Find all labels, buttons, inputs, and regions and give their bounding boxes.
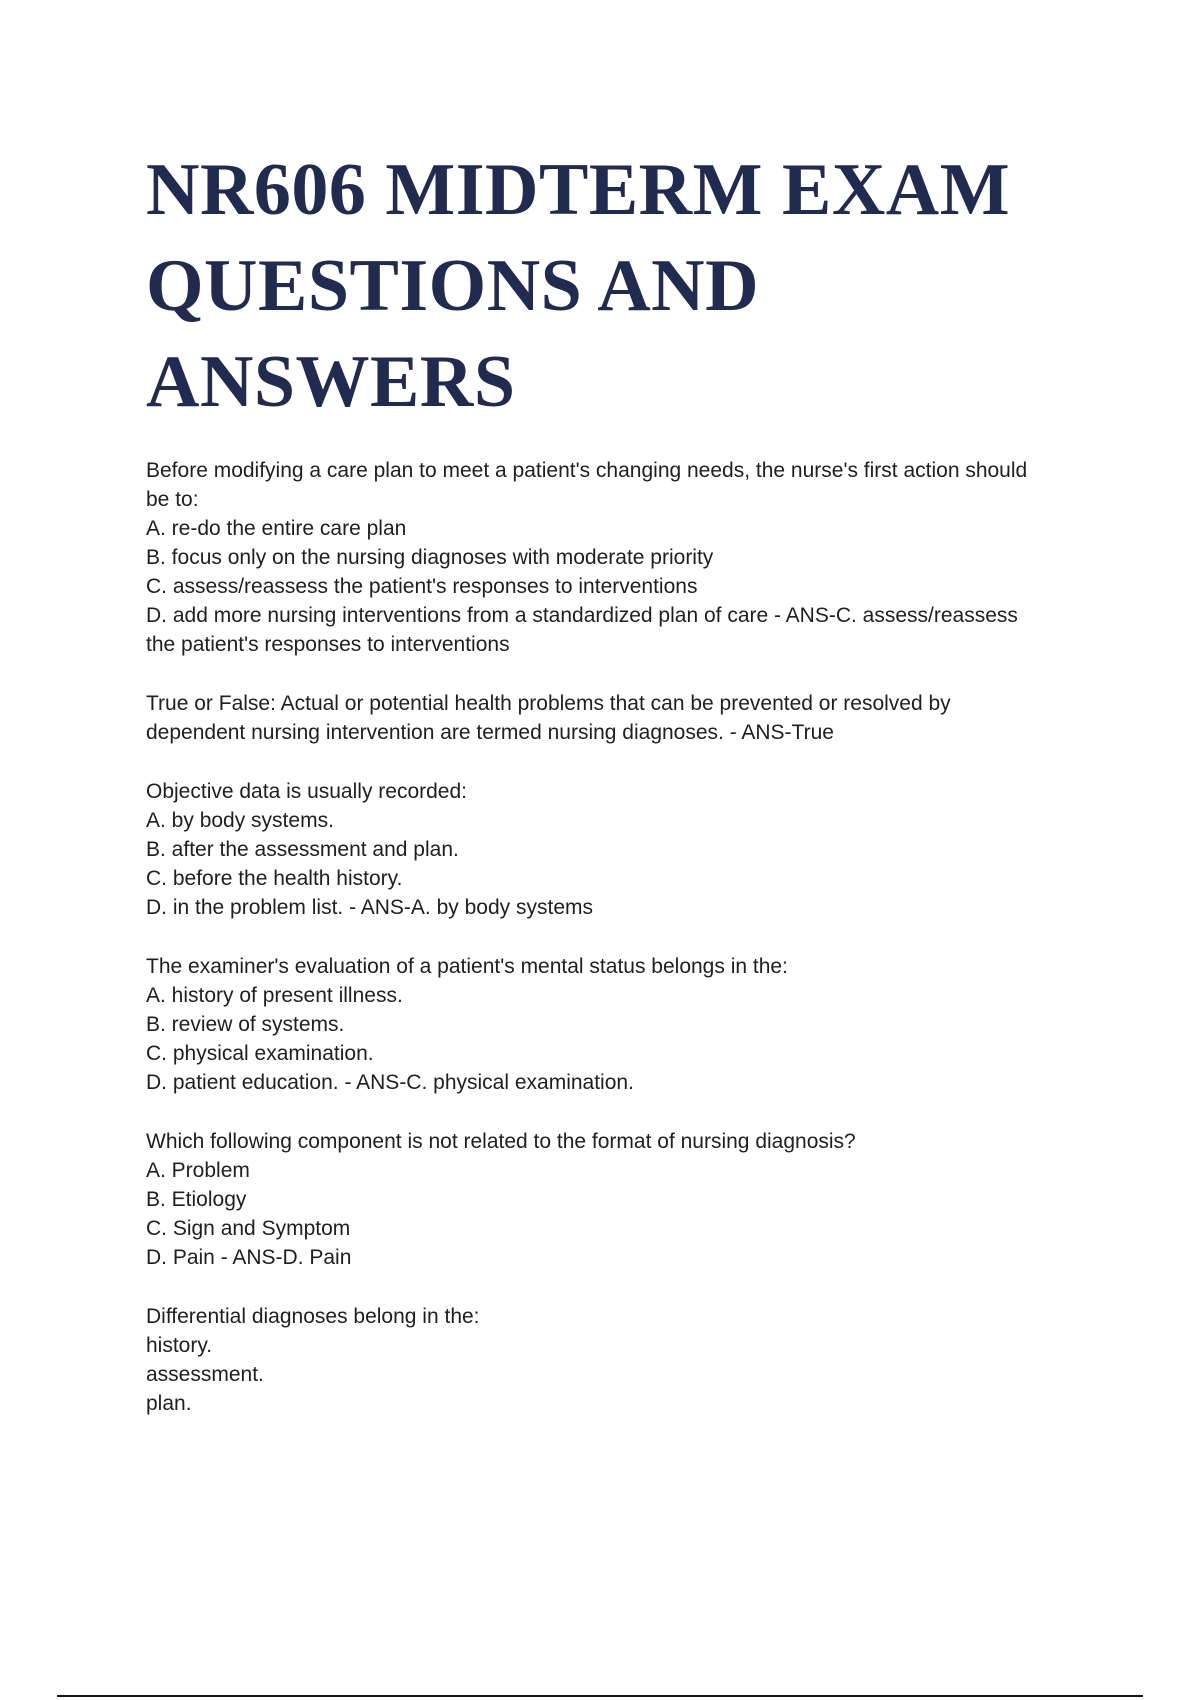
question-text: Which following component is not related to the format of nursing diagnosis? bbox=[146, 1130, 856, 1153]
question-block bbox=[146, 777, 1086, 922]
document-title bbox=[146, 142, 1106, 430]
answer-option: A. by body systems. bbox=[146, 809, 334, 832]
question-text: The examiner's evaluation of a patient's mental status belongs in the: bbox=[146, 955, 788, 978]
question-block bbox=[146, 952, 1086, 1097]
answer-option: A. Problem bbox=[146, 1159, 250, 1182]
question-block bbox=[146, 456, 1086, 659]
answer-option: D. add more nursing interventions from a standardized plan of care - ANS-C. assess/reassess bbox=[146, 604, 1018, 627]
answer-option: D. Pain - ANS-D. Pain bbox=[146, 1246, 352, 1269]
answer-key: the patient's responses to interventions bbox=[146, 633, 510, 656]
answer-option: plan. bbox=[146, 1392, 192, 1415]
title-line: NR606 MIDTERM EXAM bbox=[146, 149, 1011, 231]
answer-option: B. review of systems. bbox=[146, 1013, 345, 1036]
answer-option: C. physical examination. bbox=[146, 1042, 374, 1065]
question-block bbox=[146, 1127, 1086, 1272]
answer-option: C. before the health history. bbox=[146, 867, 403, 890]
question-text: Objective data is usually recorded: bbox=[146, 780, 467, 803]
answer-option: assessment. bbox=[146, 1363, 264, 1386]
answer-option: B. after the assessment and plan. bbox=[146, 838, 459, 861]
answer-option: D. in the problem list. - ANS-A. by body systems bbox=[146, 896, 593, 919]
question-list bbox=[146, 456, 1086, 1448]
answer-option: D. patient education. - ANS-C. physical examination. bbox=[146, 1071, 634, 1094]
question-text: True or False: Actual or potential health problems that can be prevented or resolved by bbox=[146, 692, 951, 715]
question-block bbox=[146, 689, 1086, 747]
answer-option: C. assess/reassess the patient's responses to interventions bbox=[146, 575, 698, 598]
answer-option: B. focus only on the nursing diagnoses with moderate priority bbox=[146, 546, 714, 569]
answer-option: A. history of present illness. bbox=[146, 984, 403, 1007]
question-text: be to: bbox=[146, 488, 199, 511]
question-text: dependent nursing intervention are termed nursing diagnoses. - ANS-True bbox=[146, 721, 834, 744]
title-line: QUESTIONS AND bbox=[146, 245, 760, 327]
question-text: Before modifying a care plan to meet a patient's changing needs, the nurse's first action should bbox=[146, 459, 1028, 482]
question-text: Differential diagnoses belong in the: bbox=[146, 1305, 480, 1328]
page-bottom-divider bbox=[57, 1695, 1143, 1697]
answer-option: B. Etiology bbox=[146, 1188, 247, 1211]
answer-option: history. bbox=[146, 1334, 213, 1357]
title-line: ANSWERS bbox=[146, 341, 516, 423]
answer-option: A. re-do the entire care plan bbox=[146, 517, 407, 540]
question-block bbox=[146, 1302, 1086, 1418]
answer-option: C. Sign and Symptom bbox=[146, 1217, 351, 1240]
